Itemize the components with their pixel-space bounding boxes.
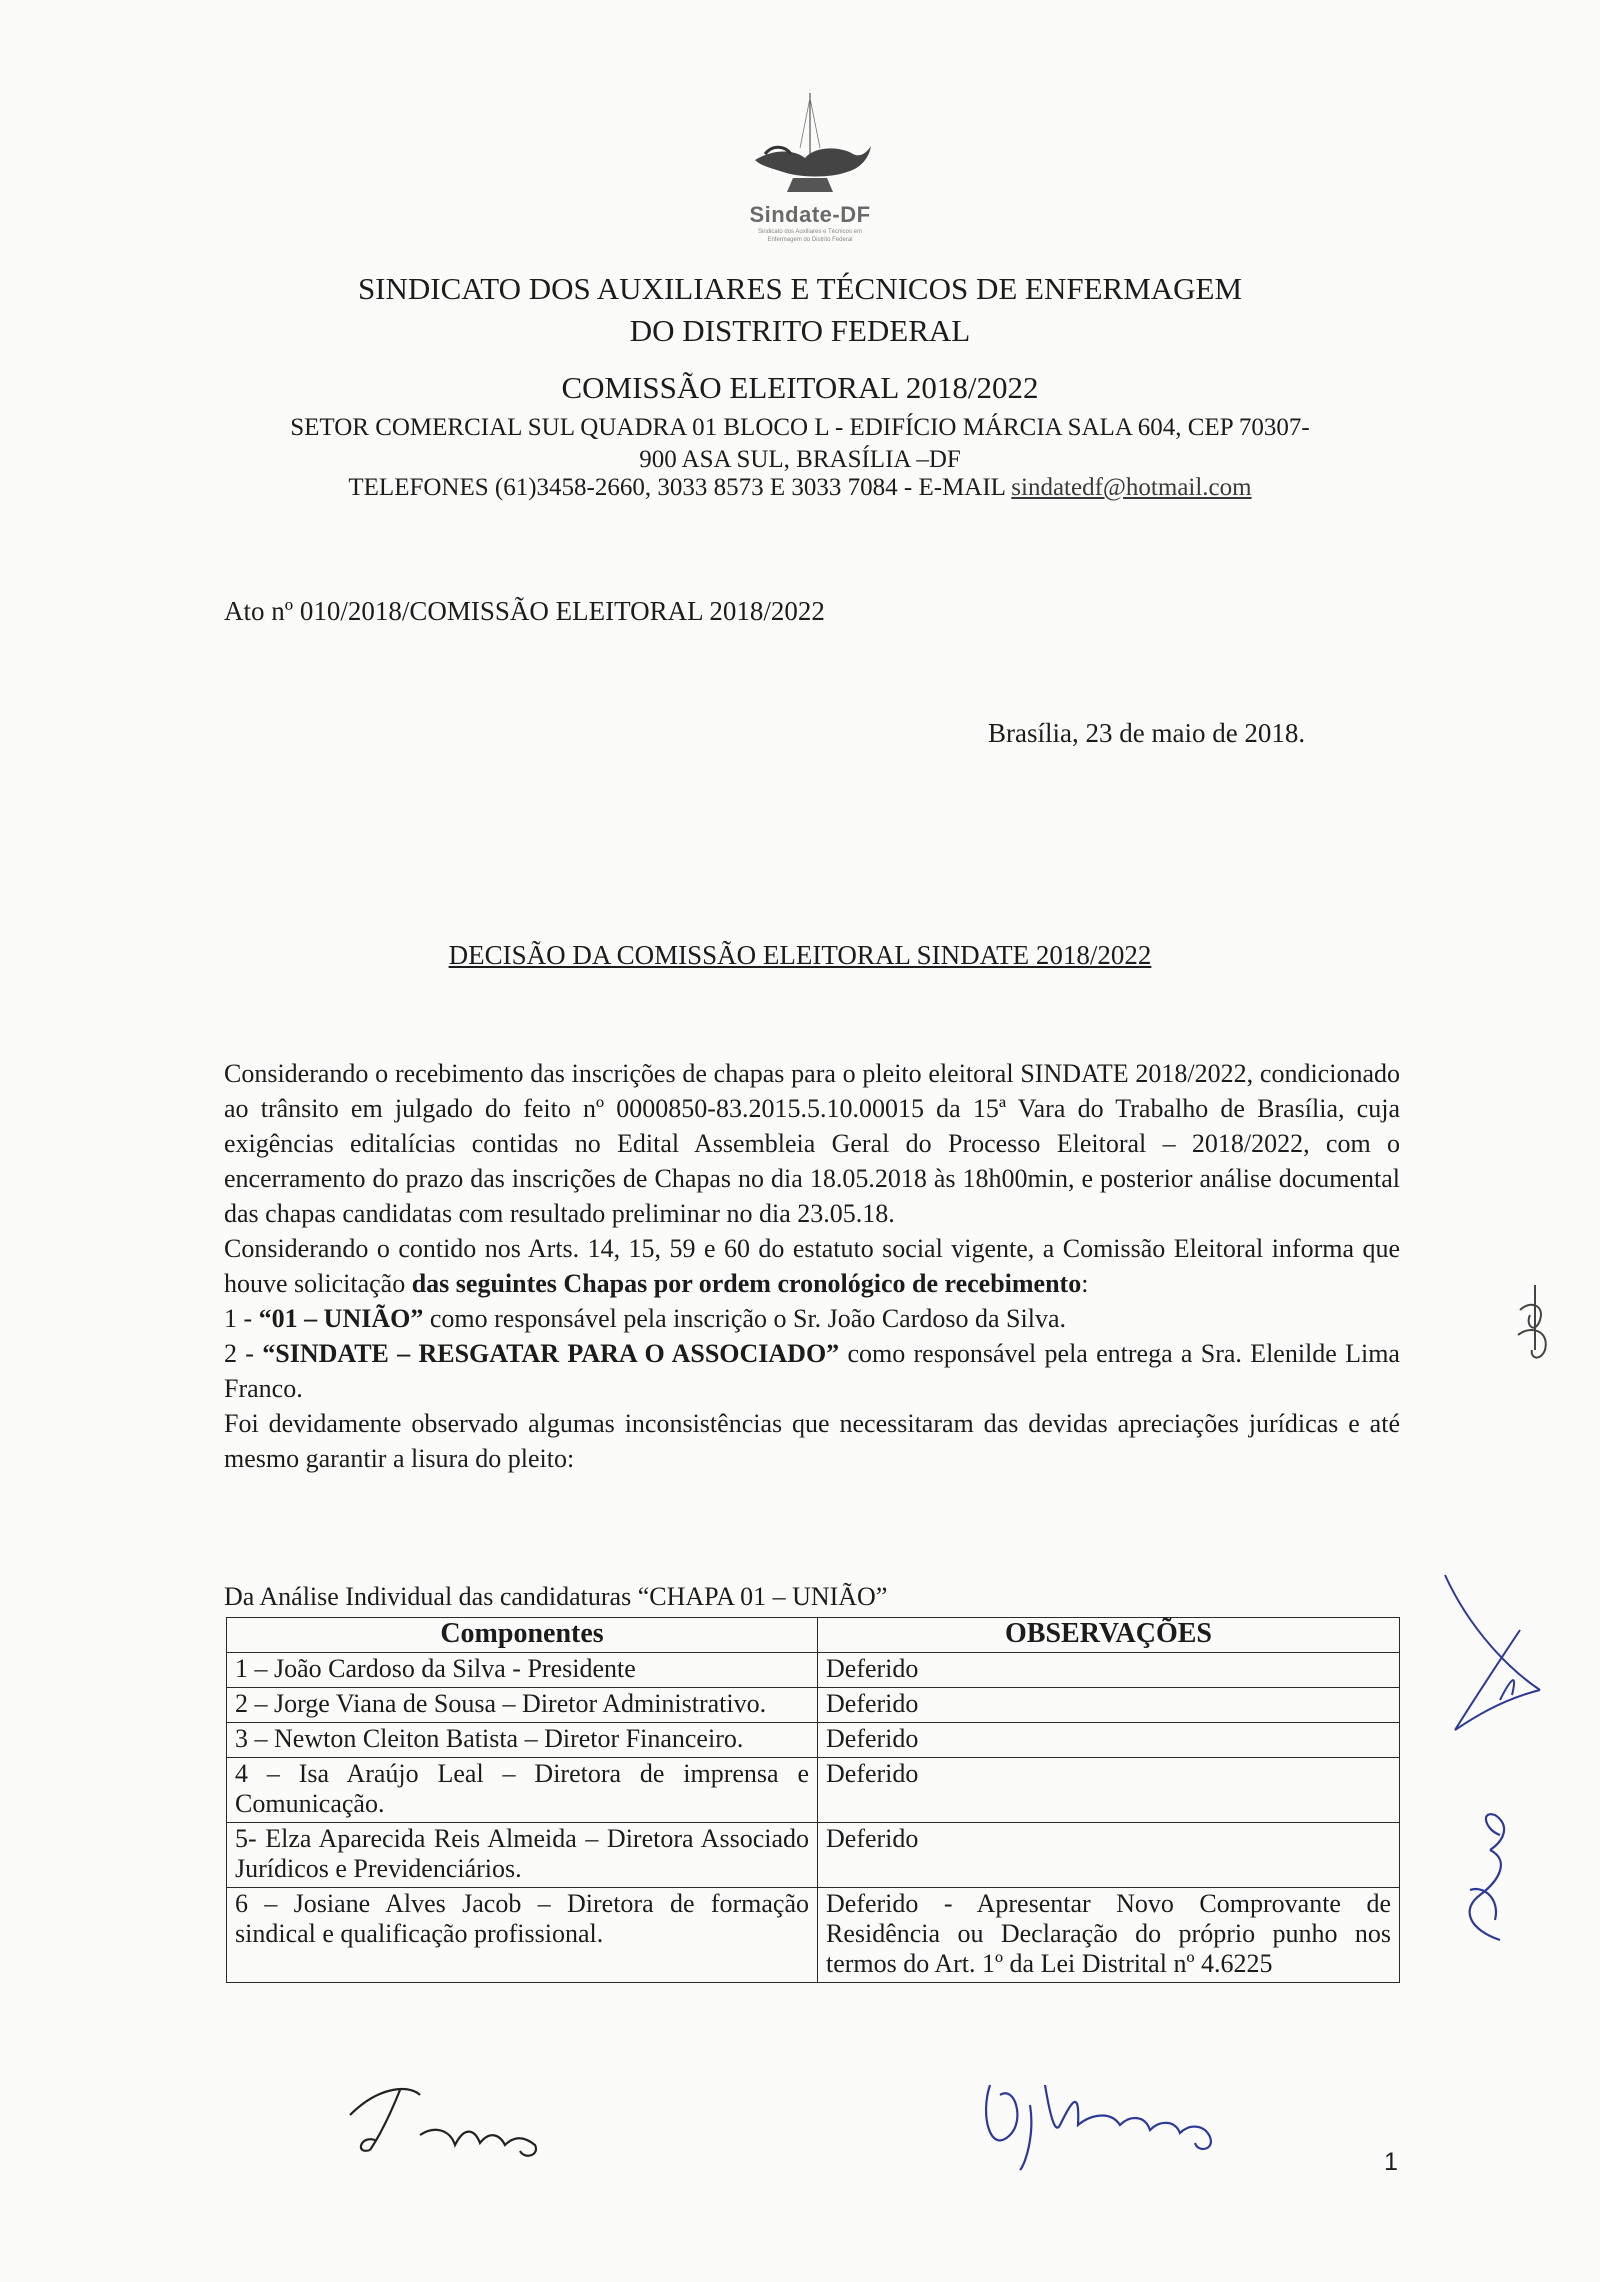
commission-title: COMISSÃO ELEITORAL 2018/2022 — [561, 370, 1039, 405]
table-row — [227, 1653, 1400, 1688]
chapa-item-1-number: 1 - — [224, 1304, 259, 1333]
organization-line-2: DO DISTRITO FEDERAL — [629, 313, 971, 348]
paragraph-articles-text: Considerando o contido nos Arts. 14, 15, 59 e 60 do estatuto social vigente, a Comissão Eleitoral informa que houve solicitação — [224, 1234, 1400, 1298]
chapa-item-2-name: “SINDATE – RESGATAR PARA O ASSOCIADO” — [262, 1339, 840, 1368]
chapa-item-1 — [224, 1301, 1400, 1336]
component-cell: 4 – Isa Araújo Leal – Diretora de imprensa e Comunicação. — [227, 1758, 818, 1823]
organization-name — [0, 268, 1600, 352]
table-row — [227, 1758, 1400, 1823]
act-number: Ato nº 010/2018/COMISSÃO ELEITORAL 2018/2022 — [224, 596, 825, 626]
email-link[interactable]: sindatedf@hotmail.com — [1011, 474, 1252, 501]
address-line-2: 900 ASA SUL, BRASÍLIA –DF — [639, 446, 961, 473]
chapa-item-2 — [224, 1336, 1400, 1406]
sindate-logo — [720, 88, 900, 258]
observation-cell: Deferido — [818, 1688, 1400, 1723]
address-line-1: SETOR COMERCIAL SUL QUADRA 01 BLOCO L - EDIFÍCIO MÁRCIA SALA 604, CEP 70307- — [290, 414, 1310, 441]
observation-cell: Deferido — [818, 1823, 1400, 1888]
margin-signature-blue-top — [1440, 1570, 1550, 1740]
contact-line — [0, 472, 1600, 504]
margin-signature-blue-bottom — [1450, 1800, 1530, 1950]
table-row — [227, 1723, 1400, 1758]
organization-line-1: SINDICATO DOS AUXILIARES E TÉCNICOS DE ENFERMAGEM — [357, 271, 1243, 306]
body-text — [224, 1056, 1400, 1476]
component-cell: 2 – Jorge Viana de Sousa – Diretor Administrativo. — [227, 1688, 818, 1723]
chapa-item-2-number: 2 - — [224, 1339, 263, 1368]
paragraph-articles-end: : — [1081, 1269, 1089, 1298]
paragraph-inconsistencies: Foi devidamente observado algumas inconsistências que necessitaram das devidas apreciações jurídicas e até mesmo garantir a lisura do pleito: — [224, 1409, 1400, 1473]
paragraph-considering: Considerando o recebimento das inscrições de chapas para o pleito eleitoral SINDATE 2018/2022, condicionado ao trânsito em julgado do feito nº 0000850-83.2015.5.10.00015 da 15ª Vara do Trabalho de Brasília, cuja exigências editalícias contidas no Edital Assembleia Geral do Processo Eleitoral – 2018/2022, com o encerramento do prazo das inscrições de Chapas no dia 18.05.2018 às 18h00min, e posterior análise documental das chapas candidatas com resultado preliminar no dia 23.05.18. — [224, 1059, 1400, 1228]
address — [0, 412, 1600, 476]
logo-name: Sindate-DF — [749, 202, 871, 227]
document-date: Brasília, 23 de maio de 2018. — [988, 718, 1306, 748]
footer-signature-left — [340, 2075, 550, 2165]
table-header-row — [227, 1618, 1400, 1653]
component-cell: 1 – João Cardoso da Silva - Presidente — [227, 1653, 818, 1688]
header-components: Componentes — [227, 1618, 818, 1653]
phones: TELEFONES (61)3458-2660, 3033 8573 E 3033 7084 - E-MAIL — [348, 474, 1012, 501]
paragraph-articles-bold: das seguintes Chapas por ordem cronológico de recebimento — [411, 1269, 1082, 1298]
margin-initials-signature — [1510, 1280, 1560, 1370]
observation-cell: Deferido — [818, 1758, 1400, 1823]
component-cell: 5- Elza Aparecida Reis Almeida – Diretora Associado Jurídicos e Previdenciários. — [227, 1823, 818, 1888]
component-cell: 3 – Newton Cleiton Batista – Diretor Financeiro. — [227, 1723, 818, 1758]
footer-signature-right — [970, 2065, 1230, 2175]
chapa-item-1-text: como responsável pela inscrição o Sr. João Cardoso da Silva. — [423, 1304, 1066, 1333]
table-caption: Da Análise Individual das candidaturas “CHAPA 01 – UNIÃO” — [224, 1582, 888, 1611]
chapa-item-2-text: como responsável pela entrega a Sra. Elenilde Lima Franco. — [224, 1339, 1400, 1403]
header-observations: OBSERVAÇÕES — [818, 1618, 1400, 1653]
observation-cell: Deferido — [818, 1653, 1400, 1688]
observation-cell: Deferido - Apresentar Novo Comprovante de Residência ou Declaração do próprio punho nos termos do Art. 1º da Lei Distrital nº 4.6225 — [818, 1888, 1400, 1983]
logo-subtitle: Sindicato dos Auxiliares e Técnicos em Enfermagem do Distrito Federal — [758, 229, 862, 243]
chapa-item-1-name: “01 – UNIÃO” — [258, 1304, 424, 1333]
oil-lamp-icon — [735, 88, 885, 208]
observation-cell: Deferido — [818, 1723, 1400, 1758]
component-cell: 6 – Josiane Alves Jacob – Diretora de formação sindical e qualificação profissional. — [227, 1888, 818, 1983]
candidates-table — [226, 1617, 1400, 1983]
table-row — [227, 1688, 1400, 1723]
paragraph-articles — [224, 1231, 1400, 1301]
table-row — [227, 1888, 1400, 1983]
table-row — [227, 1823, 1400, 1888]
decision-title: DECISÃO DA COMISSÃO ELEITORAL SINDATE 2018/2022 — [448, 940, 1152, 970]
page-number: 1 — [1384, 2148, 1398, 2176]
